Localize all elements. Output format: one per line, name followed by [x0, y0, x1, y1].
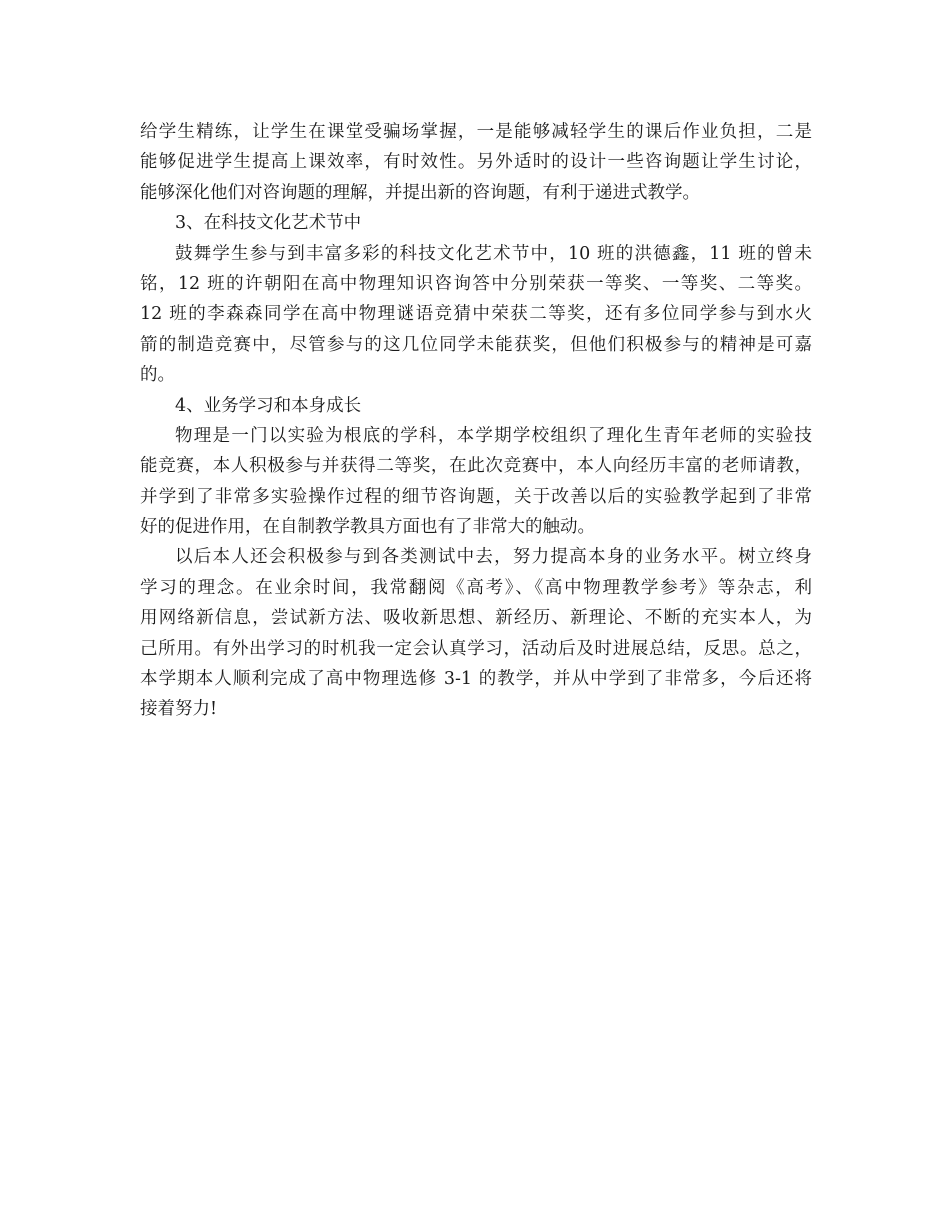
- text-line: 接着努力!: [140, 699, 218, 720]
- text-line: 能够深化他们对咨询题的理解，并提出新的咨询题，有利于递进式教学。: [140, 182, 700, 203]
- text-line: 能竞赛，本人积极参与并获得二等奖，在此次竞赛中，本人向经历丰富的老师请教，: [140, 456, 812, 477]
- text-line: 铭，12 班的许朝阳在高中物理知识咨询答中分别荣获一等奖、一等奖、二等奖。: [140, 273, 812, 294]
- text-line: 能够促进学生提高上课效率，有时效性。另外适时的设计一些咨询题让学生讨论，: [140, 152, 812, 173]
- heading-text: 4、业务学习和本身成长: [175, 395, 362, 416]
- paragraph-experiment-contest: [140, 421, 812, 543]
- text-line: 的。: [140, 365, 175, 386]
- text-line: 并学到了非常多实验操作过程的细节咨询题，关于改善以后的实验教学起到了非常: [140, 486, 812, 507]
- text-line: 己所用。有外出学习的时机我一定会认真学习，活动后及时进展总结，反思。总之，: [140, 638, 812, 659]
- text-line: 给学生精练，让学生在课堂受骗场掌握，一是能够减轻学生的课后作业负担，二是: [140, 122, 812, 142]
- text-line: 12 班的李森森同学在高中物理谜语竞猜中荣获二等奖，还有多位同学参与到水火: [140, 304, 812, 325]
- text-line: 以后本人还会积极参与到各类测试中去，努力提高本身的业务水平。树立终身: [175, 547, 812, 568]
- text-line: 箭的制造竞赛中，尽管参与的这几位同学未能获奖，但他们积极参与的精神是可嘉: [140, 334, 812, 355]
- text-line: 好的促进作用，在自制教学教具方面也有了非常大的触动。: [140, 517, 595, 538]
- text-line: 本学期本人顺利完成了高中物理选修 3-1 的教学，并从中学到了非常多，今后还将: [140, 669, 812, 690]
- heading-text: 3、在科技文化艺术节中: [175, 213, 362, 234]
- paragraph-teaching-method: [140, 117, 812, 208]
- section-heading-3: [140, 208, 812, 238]
- section-heading-4: [140, 391, 812, 421]
- paragraph-self-improvement: [140, 542, 812, 724]
- paragraph-art-festival: [140, 239, 812, 391]
- text-line: 用网络新信息，尝试新方法、吸收新思想、新经历、新理论、不断的充实本人，为: [140, 608, 812, 629]
- text-line: 鼓舞学生参与到丰富多彩的科技文化艺术节中，10 班的洪德鑫，11 班的曾未: [175, 243, 812, 264]
- text-line: 物理是一门以实验为根底的学科，本学期学校组织了理化生青年老师的实验技: [175, 425, 812, 446]
- document-body: [140, 117, 812, 725]
- text-line: 学习的理念。在业余时间，我常翻阅《高考》、《高中物理教学参考》等杂志，利: [140, 577, 812, 598]
